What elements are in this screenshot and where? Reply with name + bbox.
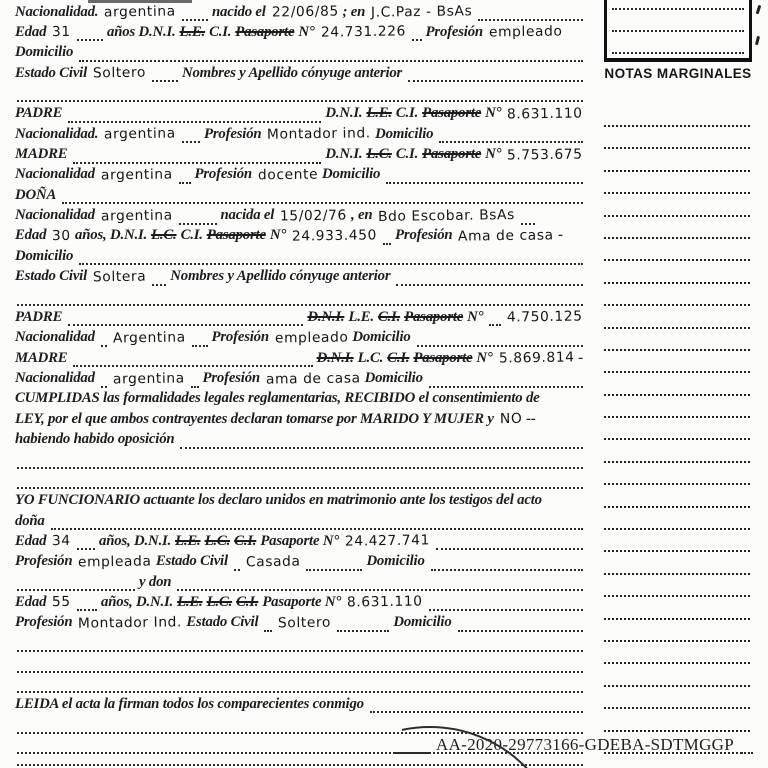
printed-label: ; en: [342, 3, 366, 20]
handwritten-entry: Ama de casa: [458, 227, 555, 245]
dotted-fill: [17, 575, 135, 591]
printed-label: Profesión: [204, 125, 262, 142]
dotted-line: [604, 575, 750, 597]
marginal-notes-box: [604, 0, 752, 62]
printed-label: años, D.N.I.: [99, 532, 172, 549]
printed-label: Estado Civil: [15, 268, 88, 285]
dotted-fill: [408, 66, 583, 82]
officiant-declaration-line: [14, 490, 586, 510]
printed-label: PADRE: [15, 308, 63, 325]
separator-dotted-line: [14, 470, 586, 490]
printed-label: doña: [15, 512, 45, 529]
dotted-line: [604, 552, 750, 574]
consent-text-line: [14, 389, 586, 409]
printed-label: MADRE: [15, 349, 68, 366]
dotted-line: [604, 239, 750, 261]
dotted-fill: [17, 657, 583, 673]
separator-dotted-line: [14, 287, 586, 307]
dotted-line: [612, 10, 744, 32]
printed-label: Profesión: [15, 553, 73, 570]
handwritten-entry: NO: [499, 411, 523, 428]
printed-label: L.E.: [177, 593, 203, 610]
printed-label: Pasaporte: [422, 105, 482, 122]
dotted-fill: [179, 168, 191, 184]
record-code: AA-2020-29773166-GDEBA-SDTMGGP: [436, 734, 734, 754]
dotted-line: [604, 440, 750, 462]
dotted-fill: [395, 738, 429, 754]
printed-label: Profesión: [194, 166, 252, 183]
consent-text-line: [14, 429, 586, 449]
form-body: [14, 0, 586, 768]
bride-civil-status-line: [14, 267, 586, 287]
printed-label: años D.N.I.: [107, 23, 176, 40]
bride-father-detail-line: [14, 328, 586, 348]
dotted-line: [604, 687, 750, 709]
dotted-fill: [458, 616, 583, 632]
printed-label: C.I.: [395, 105, 419, 122]
dotted-line: [604, 194, 750, 216]
separator-dotted-line: [14, 653, 586, 673]
dotted-fill: [429, 372, 583, 388]
dotted-line: [604, 530, 750, 552]
printed-label: , en: [350, 207, 373, 224]
printed-label: L.C.: [357, 349, 384, 366]
printed-label: C.I.: [377, 308, 401, 325]
handwritten-entry: Soltero: [278, 614, 332, 632]
printed-label: años, D.N.I.: [101, 593, 174, 610]
printed-label: Domicilio: [322, 166, 381, 183]
dotted-line: [604, 172, 750, 194]
printed-label: Nacionalidad.: [15, 3, 99, 20]
handwritten-entry: argentina: [100, 207, 173, 225]
dotted-fill: [370, 697, 583, 713]
scan-artifact: [88, 0, 192, 3]
dotted-line: [604, 351, 750, 373]
printed-label: Profesión: [425, 23, 483, 40]
dotted-line: [604, 261, 750, 283]
handwritten-entry: argentina: [112, 370, 185, 387]
dotted-fill: [17, 453, 583, 469]
printed-label: habiendo habido oposición: [15, 431, 175, 448]
printed-label: Pasaporte: [404, 308, 464, 325]
groom-address-line: [14, 43, 586, 63]
dotted-line: [604, 597, 750, 619]
witness1-detail-line: [14, 552, 586, 572]
dotted-line: [604, 664, 750, 686]
printed-label: y don: [139, 573, 172, 590]
printed-label: años, D.N.I.: [75, 227, 148, 244]
printed-label: Edad: [15, 227, 47, 244]
printed-label: C.I.: [387, 349, 410, 366]
dotted-line: [604, 105, 750, 127]
handwritten-entry: 24.933.450: [291, 227, 378, 245]
dotted-line: [604, 463, 750, 485]
dotted-fill: [77, 25, 103, 41]
bottom-cut-line: [14, 755, 586, 768]
separator-dotted-line: [14, 714, 586, 734]
handwritten-entry: Casada: [245, 553, 301, 571]
dotted-fill: [73, 351, 312, 367]
dotted-fill: [192, 331, 208, 347]
printed-label: DOÑA: [15, 186, 57, 203]
dotted-fill: [79, 249, 583, 265]
witness1-age-dni-line: [14, 531, 586, 551]
printed-label: --: [526, 410, 536, 427]
printed-label: Pasaporte: [206, 227, 266, 244]
marginal-notes-lines: [604, 105, 750, 768]
printed-label: Pasaporte: [422, 146, 482, 163]
printed-label: CUMPLIDAS las formalidades legales reglamentarias, RECIBIDO el consentimiento de: [15, 390, 540, 407]
handwritten-entry: argentina: [100, 166, 173, 184]
dotted-fill: [429, 595, 583, 611]
dotted-line: [604, 418, 750, 440]
handwritten-entry: 30: [52, 227, 72, 245]
scan-tick-mark: [755, 36, 760, 45]
printed-label: C.I.: [395, 146, 419, 163]
groom-mother-detail-line: [14, 165, 586, 185]
dotted-fill: [180, 433, 583, 449]
printed-label: YO FUNCIONARIO actuante los declaro unidos en matrimonio ante los testigos del acto: [15, 492, 542, 509]
dotted-fill: [101, 372, 107, 388]
printed-label: MADRE: [15, 146, 68, 163]
dotted-fill: [439, 127, 583, 143]
witness1-name-line: [14, 511, 586, 531]
handwritten-entry: 5.869.814: [498, 349, 575, 367]
dotted-fill: [396, 270, 583, 286]
printed-label: Domicilio: [366, 553, 425, 570]
separator-dotted-line: [14, 674, 586, 694]
printed-label: Estado Civil: [15, 64, 88, 81]
printed-label: C.I.: [234, 532, 257, 549]
dotted-fill: [191, 372, 199, 388]
dotted-fill: [77, 534, 95, 550]
dotted-fill: [417, 331, 583, 347]
dotted-fill: [182, 5, 208, 21]
dotted-fill: [741, 738, 753, 754]
separator-dotted-line: [14, 633, 586, 653]
printed-label: Profesión: [202, 370, 260, 386]
dotted-line: [604, 709, 750, 731]
dotted-line: [604, 306, 750, 328]
printed-label: Domicilio: [375, 125, 434, 142]
dotted-fill: [521, 209, 535, 225]
bride-name-line: [14, 185, 586, 205]
printed-label: C.I.: [236, 593, 259, 610]
dotted-line: [612, 32, 744, 54]
printed-label: Profesión: [211, 329, 269, 346]
printed-label: Edad: [15, 532, 47, 549]
separator-dotted-line: [14, 83, 586, 103]
dotted-fill: [17, 473, 583, 489]
printed-label: Profesión: [15, 614, 73, 631]
dotted-fill: [264, 616, 272, 632]
handwritten-entry: empleado: [274, 329, 349, 347]
printed-label: L.C.: [206, 593, 233, 610]
dotted-line: [604, 127, 750, 149]
marginal-notes-heading: NOTAS MARGINALES: [604, 66, 752, 81]
handwritten-entry: 8.631.110: [346, 593, 423, 611]
handwritten-entry: Soltera: [92, 268, 147, 286]
printed-label: -: [558, 227, 563, 244]
dotted-fill: [17, 290, 583, 306]
handwritten-entry: argentina: [104, 3, 177, 21]
groom-father-line: [14, 104, 586, 124]
dotted-line: [604, 508, 750, 530]
printed-label: L.E.: [366, 105, 392, 122]
dotted-fill: [17, 755, 583, 766]
printed-label: Domicilio: [15, 44, 74, 61]
printed-label: Edad: [15, 23, 47, 40]
handwritten-entry: Bdo Escobar. BsAs: [378, 206, 516, 225]
printed-label: Nacionalidad: [15, 370, 95, 386]
witness2-name-line: [14, 572, 586, 592]
witness2-age-dni-line: [14, 592, 586, 612]
printed-label: Estado Civil: [155, 553, 228, 570]
handwritten-entry: ama de casa: [265, 369, 361, 388]
dotted-fill: [386, 168, 583, 184]
printed-label: D.N.I.: [325, 105, 363, 122]
handwritten-entry: 24.731.226: [320, 23, 406, 41]
printed-label: N°: [485, 146, 502, 163]
printed-label: L.C.: [204, 532, 231, 549]
dotted-fill: [77, 595, 97, 611]
printed-label: Nombres y Apellido cónyuge anterior: [181, 64, 403, 81]
printed-label: C.I.: [180, 227, 203, 244]
printed-label: D.N.I.: [307, 308, 345, 325]
handwritten-entry: 4.750.125: [507, 308, 584, 326]
printed-label: L.E.: [175, 532, 201, 549]
printed-label: L.C.: [151, 227, 177, 244]
printed-label: LEIDA el acta la firman todos los comparecientes conmigo: [15, 695, 364, 712]
dotted-line: [604, 149, 750, 171]
bride-father-line: [14, 307, 586, 327]
dotted-fill: [73, 148, 321, 164]
groom-civil-status-line: [14, 63, 586, 83]
printed-label: PADRE: [15, 105, 63, 122]
printed-label: L.C.: [366, 146, 392, 163]
dotted-fill: [152, 270, 166, 286]
groom-mother-line: [14, 144, 586, 164]
printed-label: D.N.I.: [325, 146, 363, 163]
dotted-line: [604, 329, 750, 351]
printed-label: Nombres y Apellido cónyuge anterior: [170, 268, 391, 285]
dotted-fill: [177, 575, 583, 591]
dotted-line: [604, 396, 750, 418]
dotted-line: [604, 284, 750, 306]
bride-nationality-birth-line: [14, 205, 586, 225]
dotted-line: [604, 485, 750, 507]
dotted-fill: [17, 718, 583, 734]
groom-age-dni-line: [14, 22, 586, 42]
printed-label: Pasaporte N°: [262, 593, 342, 610]
handwritten-entry: 22/06/85: [271, 3, 339, 21]
handwritten-entry: argentina: [104, 125, 177, 143]
printed-label: Pasaporte: [413, 349, 473, 366]
dotted-fill: [179, 209, 217, 225]
dotted-fill: [17, 677, 583, 693]
dotted-line: [604, 217, 750, 239]
printed-label: LEY, por el que ambos contrayentes declaran tomarse por MARIDO Y MUJER y: [15, 410, 494, 427]
printed-label: Nacionalidad.: [15, 125, 99, 142]
dotted-fill: [234, 555, 240, 571]
dotted-fill: [152, 66, 178, 82]
dotted-fill: [436, 534, 583, 550]
dotted-fill: [478, 5, 583, 21]
handwritten-entry: Montador Ind.: [78, 614, 183, 632]
handwritten-entry: Argentina: [112, 329, 186, 347]
printed-label: N°: [467, 308, 484, 325]
dotted-fill: [182, 127, 200, 143]
dotted-fill: [412, 25, 422, 41]
dotted-fill: [383, 229, 391, 245]
printed-label: -: [578, 349, 583, 366]
dotted-fill: [68, 310, 303, 326]
printed-label: Domicilio: [15, 247, 74, 264]
dotted-fill: [68, 107, 321, 123]
printed-label: Nacionalidad: [15, 166, 95, 183]
dotted-fill: [431, 555, 583, 571]
printed-label: nacida el: [220, 207, 275, 224]
printed-label: Pasaporte: [235, 23, 295, 40]
printed-label: N°: [298, 23, 315, 40]
printed-label: Nacionalidad: [15, 207, 95, 224]
closing-text-line: [14, 694, 586, 714]
separator-dotted-line: [14, 450, 586, 470]
dotted-fill: [306, 555, 362, 571]
dotted-line: [604, 754, 750, 768]
printed-label: nacido el: [212, 3, 266, 20]
handwritten-entry: docente: [257, 166, 319, 184]
handwritten-entry: 15/02/76: [280, 207, 348, 225]
handwritten-entry: 31: [52, 24, 72, 41]
printed-label: Domicilio: [364, 370, 423, 386]
scan-tick-mark: [756, 5, 761, 14]
handwritten-entry: 8.631.110: [507, 105, 584, 123]
dotted-fill: [51, 514, 583, 530]
dotted-line: [604, 642, 750, 664]
dotted-line: [604, 373, 750, 395]
printed-label: Domicilio: [352, 329, 411, 346]
printed-label: C.I.: [209, 23, 232, 40]
bride-age-dni-line: [14, 226, 586, 246]
printed-label: Nacionalidad: [15, 329, 95, 346]
handwritten-entry: J.C.Paz - BsAs: [371, 3, 473, 21]
footer-code-row: [392, 733, 756, 756]
dotted-fill: [101, 331, 107, 347]
handwritten-entry: 34: [52, 533, 72, 550]
printed-label: Profesión: [395, 227, 453, 244]
handwritten-entry: Montador ind.: [267, 125, 372, 143]
dotted-line: [612, 0, 744, 10]
printed-label: L.E.: [179, 23, 206, 40]
printed-label: Domicilio: [393, 614, 452, 631]
printed-label: N°: [485, 105, 502, 122]
printed-label: L.E.: [348, 308, 374, 325]
dotted-fill: [17, 636, 583, 652]
groom-father-detail-line: [14, 124, 586, 144]
printed-label: N°: [476, 349, 493, 366]
printed-label: Pasaporte N°: [260, 532, 340, 549]
handwritten-entry: 24.427.741: [344, 532, 431, 550]
printed-label: Edad: [15, 593, 47, 610]
dotted-line: [604, 620, 750, 642]
printed-label: D.N.I.: [316, 349, 354, 366]
witness2-detail-line: [14, 613, 586, 633]
dotted-fill: [17, 86, 583, 102]
consent-text-line: [14, 409, 586, 429]
bride-address-line: [14, 246, 586, 266]
dotted-fill: [337, 616, 389, 632]
handwritten-entry: empleada: [78, 553, 152, 571]
dotted-fill: [489, 310, 501, 326]
handwritten-entry: Soltero: [92, 64, 147, 82]
handwritten-entry: 5.753.675: [507, 146, 584, 164]
dotted-fill: [79, 46, 583, 62]
handwritten-entry: empleado: [488, 23, 563, 41]
dotted-fill: [62, 188, 583, 204]
bride-mother-line: [14, 348, 586, 368]
bride-mother-detail-line: [14, 368, 586, 388]
groom-nationality-birth-line: [14, 2, 586, 22]
printed-label: N°: [269, 227, 287, 244]
printed-label: Estado Civil: [186, 614, 259, 631]
handwritten-entry: 55: [52, 594, 72, 611]
